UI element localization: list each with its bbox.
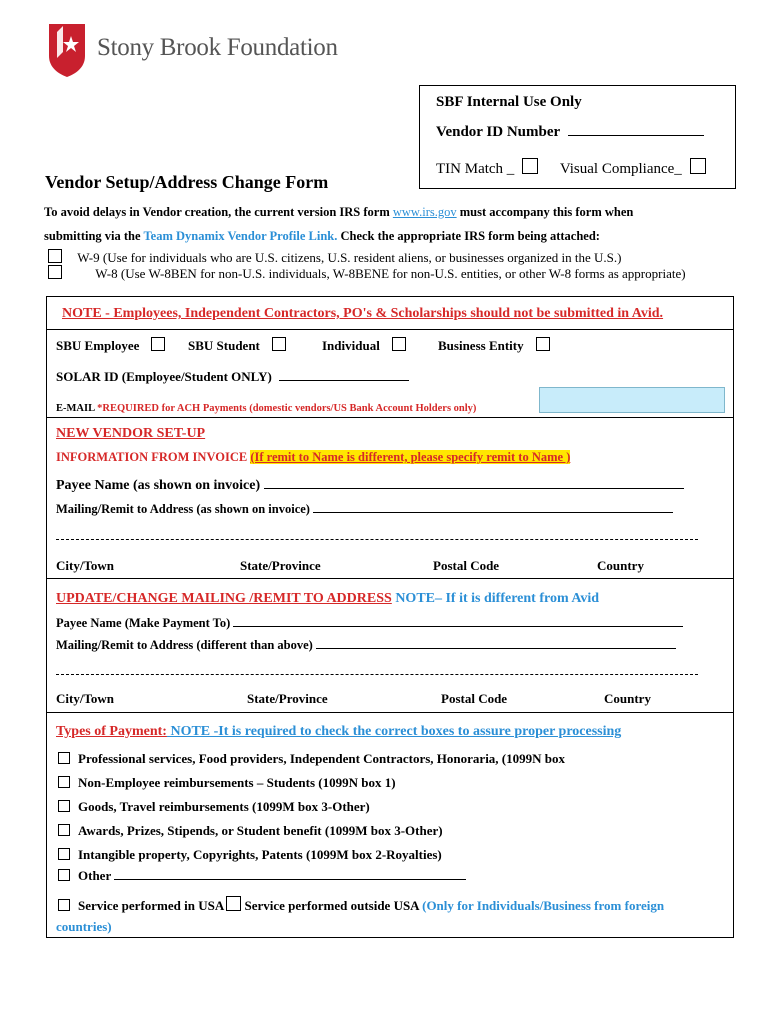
business-entity-group	[438, 337, 550, 354]
mailing-field-2[interactable]	[56, 539, 698, 540]
payee-field[interactable]	[264, 488, 684, 489]
divider	[47, 712, 733, 713]
individual-group	[322, 337, 406, 354]
sbu-student-group	[188, 337, 286, 354]
business-entity-checkbox[interactable]	[536, 337, 550, 351]
tin-match-label: TIN Match _	[436, 161, 515, 177]
payment-heading-row	[56, 724, 621, 740]
tin-match-checkbox[interactable]	[522, 158, 538, 174]
update-payee-row	[56, 616, 683, 631]
payment-note: NOTE -It is required to check the correct boxes to assure proper processing	[166, 724, 622, 739]
payment-item-label: Awards, Prizes, Stipends, or Student benefit (1099M box 3-Other)	[78, 823, 443, 838]
payment-item-label: Intangible property, Copyrights, Patents (1099M box 2-Royalties)	[78, 847, 442, 862]
note-text: NOTE - Employees, Independent Contractors, PO's & Scholarships should not be submitted in Avid.	[62, 306, 664, 321]
internal-title: SBF Internal Use Only	[436, 94, 582, 110]
service-usa-checkbox[interactable]	[58, 899, 70, 911]
service-note: (Only for Individuals/Business from foreign	[418, 898, 665, 913]
irs-link[interactable]: www.irs.gov	[392, 205, 457, 219]
payment-checkbox[interactable]	[58, 824, 70, 836]
payment-item-other[interactable]	[58, 868, 466, 884]
email-field[interactable]	[539, 387, 725, 413]
update-heading-row	[56, 591, 599, 607]
divider	[47, 578, 733, 579]
sbu-student-label: SBU Student	[188, 338, 260, 353]
solar-row	[56, 369, 409, 385]
update-note: NOTE– If it is different from Avid	[391, 591, 600, 606]
solar-id-field[interactable]	[279, 380, 409, 381]
business-entity-label: Business Entity	[438, 338, 524, 353]
service-outside-checkbox[interactable]	[226, 896, 241, 911]
payee-label: Payee Name (as shown on invoice)	[56, 478, 261, 493]
payee-row	[56, 478, 684, 494]
postal-label: Postal Code	[433, 558, 500, 573]
logo	[45, 22, 365, 82]
vendor-id-label: Vendor ID Number	[436, 124, 560, 140]
shield-icon	[45, 22, 89, 78]
service-usa-label: Service performed in USA	[78, 898, 225, 913]
individual-label: Individual	[322, 338, 380, 353]
payment-checkbox[interactable]	[58, 848, 70, 860]
tin-row	[436, 158, 706, 178]
service-row	[58, 896, 664, 914]
payment-item[interactable]	[58, 847, 442, 863]
update-mailing-label: Mailing/Remit to Address (different than above)	[56, 638, 313, 652]
update-postal-label: Postal Code	[441, 691, 508, 706]
payment-checkbox[interactable]	[58, 776, 70, 788]
sbu-employee-checkbox[interactable]	[151, 337, 165, 351]
w9-text: W-9 (Use for individuals who are U.S. citizens, U.S. resident aliens, or businesses organized in the U.S.)	[77, 250, 622, 265]
w8-checkbox[interactable]	[48, 265, 62, 279]
payment-item[interactable]	[58, 751, 565, 767]
visual-compliance-checkbox[interactable]	[690, 158, 706, 174]
intro-line-1	[44, 205, 633, 220]
update-mailing-row	[56, 638, 676, 653]
divider	[47, 417, 733, 418]
mailing-field[interactable]	[313, 512, 673, 513]
state-label: State/Province	[240, 558, 321, 573]
payment-item-label: Non-Employee reimbursements – Students (1099N box 1)	[78, 775, 396, 790]
payment-item-label: Professional services, Food providers, Independent Contractors, Honoraria, (1099N box	[78, 751, 565, 766]
profile-link[interactable]: Team Dynamix Vendor Profile Link.	[143, 229, 338, 243]
form-title: Vendor Setup/Address Change Form	[45, 172, 329, 192]
invoice-info-row	[56, 450, 570, 465]
org-name: Stony Brook Foundation	[97, 34, 338, 61]
intro-line-2	[44, 229, 600, 244]
w8-text: W-8 (Use W-8BEN for non-U.S. individuals, W-8BENE for non-U.S. entities, or other W-8 forms as appropriate)	[95, 266, 686, 281]
payment-checkbox[interactable]	[58, 869, 70, 881]
service-outside-label: Service performed outside USA	[244, 898, 419, 913]
divider	[47, 329, 733, 330]
individual-checkbox[interactable]	[392, 337, 406, 351]
invoice-info-label: INFORMATION FROM INVOICE	[56, 450, 251, 464]
payment-item[interactable]	[58, 799, 370, 815]
mailing-label: Mailing/Remit to Address (as shown on invoice)	[56, 502, 310, 516]
vendor-id-field[interactable]	[568, 135, 704, 136]
intro-text-2: must accompany this form when	[456, 205, 634, 219]
intro-text-3: submitting via the	[44, 229, 144, 243]
payment-checkbox[interactable]	[58, 752, 70, 764]
email-row	[56, 403, 476, 414]
w9-row	[48, 249, 621, 266]
update-payee-field[interactable]	[233, 626, 683, 627]
new-vendor-heading: NEW VENDOR SET-UP	[56, 426, 206, 441]
city-label: City/Town	[56, 558, 115, 573]
payment-item-label: Other	[78, 868, 111, 883]
update-mailing-field-2[interactable]	[56, 674, 698, 675]
sbu-student-checkbox[interactable]	[272, 337, 286, 351]
payment-item[interactable]	[58, 775, 396, 791]
email-required-note: *REQUIRED for ACH Payments (domestic vendors/US Bank Account Holders only)	[97, 403, 477, 414]
payment-checkbox[interactable]	[58, 800, 70, 812]
update-country-label: Country	[604, 691, 651, 706]
payment-heading: Types of Payment:	[56, 724, 167, 739]
update-city-label: City/Town	[56, 691, 115, 706]
intro-text-4: Check the appropriate IRS form being attached:	[337, 229, 600, 243]
update-state-label: State/Province	[247, 691, 328, 706]
update-payee-label: Payee Name (Make Payment To)	[56, 616, 231, 630]
vendor-id-row	[436, 124, 704, 141]
country-label: Country	[597, 558, 644, 573]
intro-text-1: To avoid delays in Vendor creation, the current version IRS form	[44, 205, 393, 219]
visual-compliance-label: Visual Compliance_	[559, 161, 682, 177]
vendor-type-row	[56, 337, 165, 354]
other-field[interactable]	[114, 879, 466, 880]
update-mailing-field[interactable]	[316, 648, 676, 649]
internal-use-box	[419, 85, 736, 189]
w8-row	[48, 265, 686, 282]
sbu-employee-label: SBU Employee	[56, 338, 140, 353]
payment-item-label: Goods, Travel reimbursements (1099M box 3-Other)	[78, 799, 370, 814]
payment-item[interactable]	[58, 823, 443, 839]
email-label: E-MAIL	[56, 403, 95, 414]
service-note-cont: countries)	[56, 919, 112, 934]
w9-checkbox[interactable]	[48, 249, 62, 263]
update-heading: UPDATE/CHANGE MAILING /REMIT TO ADDRESS	[56, 591, 392, 606]
solar-label: SOLAR ID (Employee/Student ONLY)	[56, 369, 272, 384]
mailing-row	[56, 502, 673, 517]
remit-note: (If remit to Name is different, please specify remit to Name )	[250, 450, 571, 464]
